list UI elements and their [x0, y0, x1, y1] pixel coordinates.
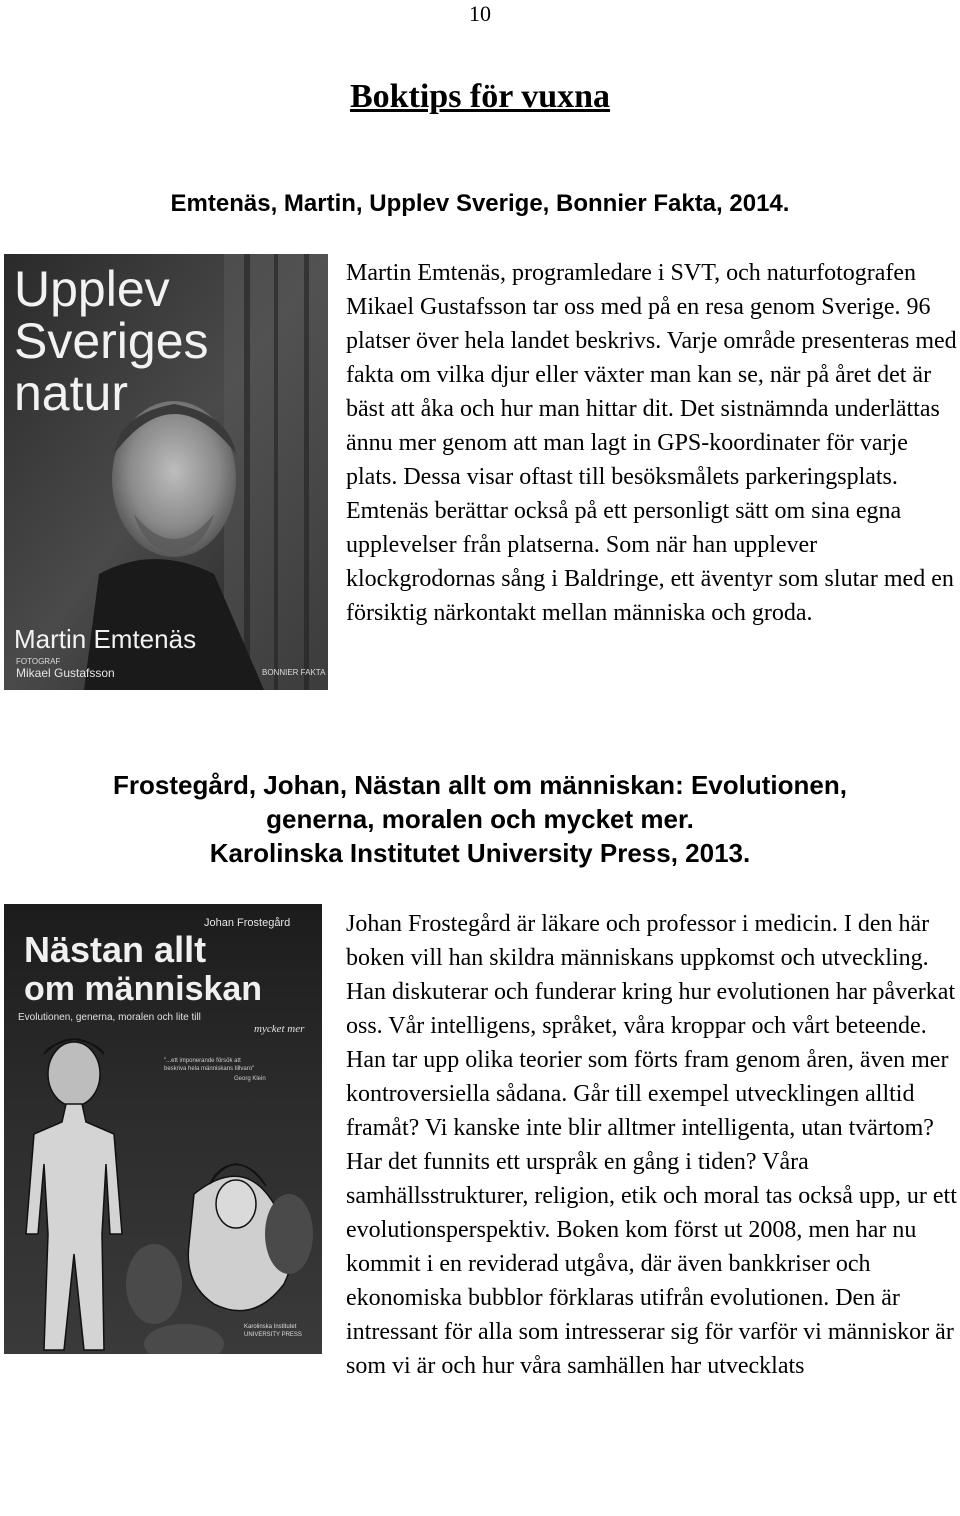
page-title: Boktips för vuxna — [349, 78, 611, 115]
book2-citation-line3: Karolinska Institutet University Press, 2013. — [209, 838, 751, 868]
cover2-author: Johan Frostegård — [204, 917, 291, 929]
cover2-blurb-line2: beskriva hela människans tillvaro" — [164, 1066, 255, 1072]
cover2-subtitle: Evolutionen, generna, moralen och lite till — [18, 1012, 201, 1023]
cover1-title-line2: Sveriges — [14, 313, 209, 369]
page-number: 10 — [469, 1, 491, 26]
cover2-blurb-line1: "...ett imponerande försök att — [164, 1058, 241, 1064]
cover2-publisher-line2: UNIVERSITY PRESS — [244, 1332, 302, 1338]
book2-citation-line1: Frostegård, Johan, Nästan allt om människan: Evolutionen, — [113, 770, 847, 800]
cover1-title-line3: natur — [14, 365, 128, 421]
cover2-title-line2: om människan — [24, 970, 263, 1008]
cover2-publisher-line1: Karolinska Institutet — [244, 1324, 297, 1330]
book2-description: Johan Frostegård är läkare och professor i medicin. I den här boken vill han skildra människans uppkomst och utveckling. Han diskuterar och funderar kring hur evolutionen har påverkat oss. Vår intelligens, språket, våra kroppar och vårt beteende. Han tar upp olika teorier som förts fram genom åren, även mer kontroversiella sådana. Går till exempel utvecklingen alltid framåt? Vi kanske inte blir alltmer intelligenta, utan tvärtom? Har det funnits ett urspråk en gång i tiden? Våra samhällsstrukturer, religion, etik och moral tas också upp, ur ett evolutionsperspektiv. Boken kom först ut 2008, men har nu kommit i en reviderad utgåva, där även bankkriser och ekonomiska bubblor förklaras utifrån evolutionen. Den är intressant för alla som intresserar sig för varför vi människor är som vi är och hur våra samhällen har utvecklats — [346, 911, 957, 1379]
cover2-subtitle-script: mycket mer — [254, 1023, 305, 1035]
cover1-photographer-label: FOTOGRAF — [16, 657, 61, 666]
cover1-title-line1: Upplev — [14, 261, 170, 317]
book2-cover-image — [4, 904, 322, 1354]
book2-citation — [0, 768, 960, 870]
book1-description: Martin Emtenäs, programledare i SVT, och naturfotografen Mikael Gustafsson tar oss med på en resa genom Sverige. 96 platser över hela landet beskrivs. Varje område presenteras med fakta om vilka djur eller växter man kan se, när på året det är bäst att åka och hur man hittar dit. Det sistnämnda underlättas ännu mer genom att man lagt in GPS-koordinater för varje plats. Dessa visar oftast till besöksmålets parkeringsplats. Emtenäs berättar också på ett personligt sätt om sina egna upplevelser från platserna. Som när han upplever klockgrodornas sång i Baldringe, ett äventyr som slutar med en försiktig närkontakt mellan människa och groda. — [346, 260, 957, 626]
book2-citation-line2: generna, moralen och mycket mer. — [266, 804, 694, 834]
cover1-author: Martin Emtenäs — [14, 624, 197, 654]
book1-citation: Emtenäs, Martin, Upplev Sverige, Bonnier Fakta, 2014. — [170, 190, 790, 217]
cover2-title-line1: Nästan allt — [24, 929, 207, 970]
cover1-publisher: BONNIER FAKTA — [262, 668, 326, 677]
cover2-blurb-source: Georg Klein — [234, 1076, 266, 1082]
cover1-photographer: Mikael Gustafsson — [16, 666, 115, 680]
book1-cover-image — [4, 254, 328, 690]
